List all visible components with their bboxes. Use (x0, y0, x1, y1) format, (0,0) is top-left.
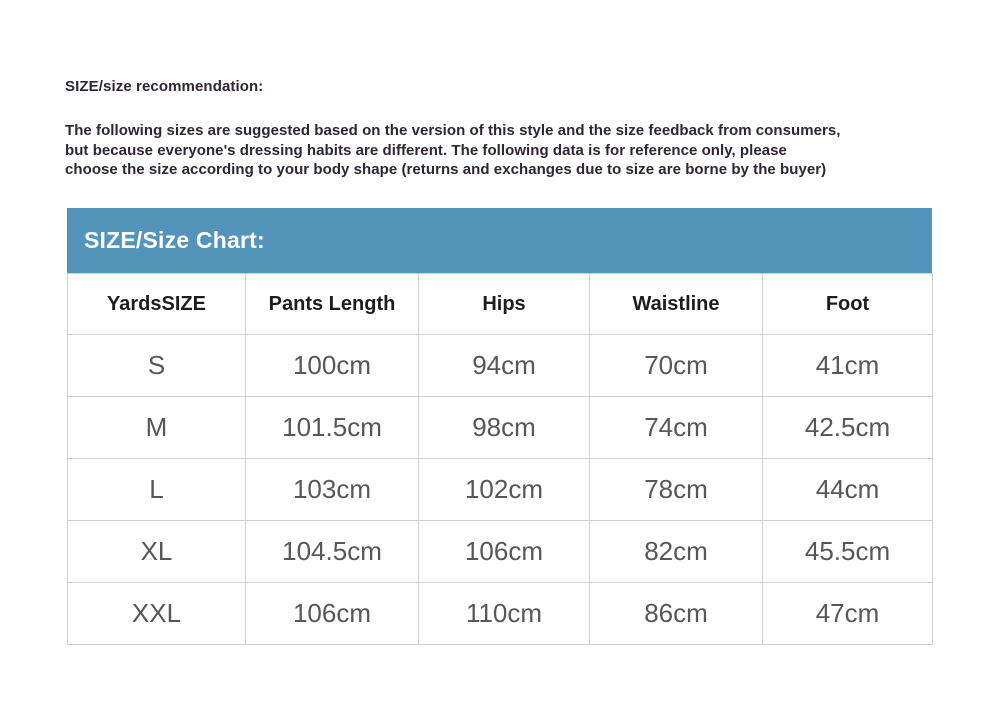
waistline-cell: 70cm (590, 335, 763, 397)
size-cell: L (68, 459, 246, 521)
size-recommendation-heading: SIZE/size recommendation: (65, 78, 264, 95)
foot-cell: 44cm (763, 459, 933, 521)
waistline-cell: 78cm (590, 459, 763, 521)
size-cell: M (68, 397, 246, 459)
pants-length-cell: 104.5cm (246, 521, 419, 583)
size-recommendation-text (65, 121, 841, 180)
hips-cell: 106cm (419, 521, 590, 583)
table-row-xl (68, 521, 933, 583)
pants-length-cell: 106cm (246, 583, 419, 645)
pants-length-cell: 101.5cm (246, 397, 419, 459)
size-cell: XL (68, 521, 246, 583)
hips-cell: 102cm (419, 459, 590, 521)
foot-cell: 41cm (763, 335, 933, 397)
recommendation-line-3: choose the size according to your body shape (returns and exchanges due to size are borne by the buyer) (65, 161, 827, 179)
foot-cell: 42.5cm (763, 397, 933, 459)
size-cell: S (68, 335, 246, 397)
column-header-waistline: Waistline (590, 274, 763, 335)
recommendation-line-1: The following sizes are suggested based on the version of this style and the size feedback from consumers, (65, 122, 841, 139)
table-row-l (68, 459, 933, 521)
column-header-foot: Foot (763, 274, 933, 335)
foot-cell: 45.5cm (763, 521, 933, 583)
waistline-cell: 74cm (590, 397, 763, 459)
size-chart-title-bar (67, 208, 932, 273)
column-header-hips: Hips (419, 274, 590, 335)
table-row-s (68, 335, 933, 397)
pants-length-cell: 103cm (246, 459, 419, 521)
table-header-row (68, 274, 933, 335)
hips-cell: 110cm (419, 583, 590, 645)
pants-length-cell: 100cm (246, 335, 419, 397)
column-header-pants-length: Pants Length (246, 274, 419, 335)
size-cell: XXL (68, 583, 246, 645)
recommendation-line-2: but because everyone's dressing habits are different. The following data is for reference only, please (65, 141, 787, 159)
size-chart-title: SIZE/Size Chart: (84, 227, 265, 253)
table-row-xxl (68, 583, 933, 645)
size-chart-table (67, 273, 933, 645)
waistline-cell: 86cm (590, 583, 763, 645)
column-header-yards-size: YardsSIZE (68, 274, 246, 335)
foot-cell: 47cm (763, 583, 933, 645)
table-row-m (68, 397, 933, 459)
hips-cell: 94cm (419, 335, 590, 397)
waistline-cell: 82cm (590, 521, 763, 583)
hips-cell: 98cm (419, 397, 590, 459)
